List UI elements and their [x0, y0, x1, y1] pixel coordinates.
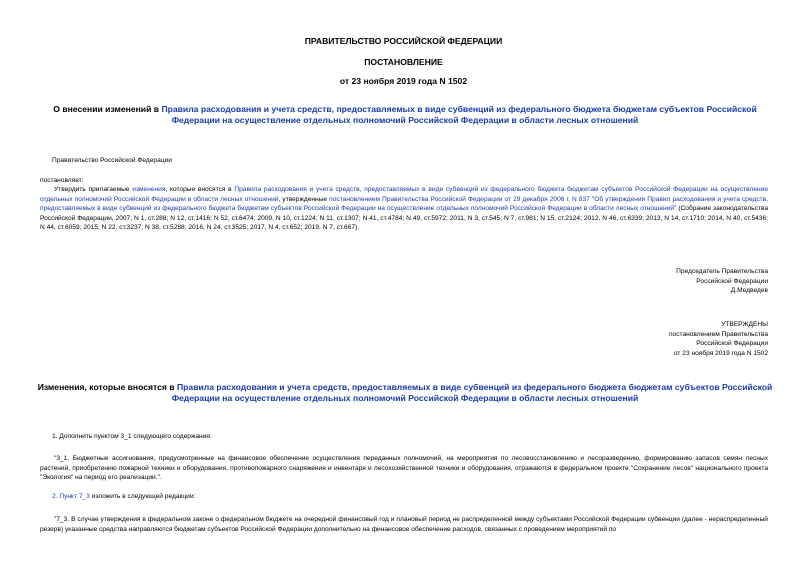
change-item-1-text: "3_1. Бюджетные ассигнования, предусмотренные на финансовое обеспечение осуществления переданных полномочий, на мероприятия по лесовосстановлению и лесоразведению, формированию запасов семян лесных растений, приобретению пожарной техники и оборудования, противопожарного снаряжения и инвентаря и лесохозяйственной техники и оборудования, отражаются в федеральном проекте "Сохранение лесов" национального проекта "Экология" на период его реализации.". — [40, 455, 768, 482]
p1-text-b: , которые вносятся в — [165, 186, 235, 193]
change-item-2 — [52, 492, 195, 502]
government-line: Правительство Российской Федерации — [52, 157, 172, 164]
p1-text-a: Утвердить прилагаемые — [54, 186, 133, 193]
title-prefix: О внесении изменений в — [53, 104, 162, 114]
point-7-3-link[interactable]: 2. Пункт 7_3 — [52, 493, 90, 500]
p1-text-d: (Собрание законодательства Российской Федерации, 2007, N 1, ст.288; N 12, ст.1416; N 52, ст.6474; 2009, N 10, ст.1224; N 11, ст.1307; N 41, ст.4784; N 49, ст.5972; 2011, N 3, ст.545; N 7, ст.981; N 15, ст.2124; 2012, N 46, ст.6339; 2013, N 14, ст.1710; 2014, N 40, ст.5436; N 44, ст.6059; 2015, N 22, ст.3237; N 38, ст.5288; 2016, N 24, ст.3525; 2017, N 4, ст.652; 2019, N 7, ст.667). — [40, 205, 768, 232]
document-date-number: от 23 ноября 2019 года N 1502 — [339, 76, 468, 86]
p1-text-c: , утвержденные — [278, 195, 330, 203]
approved-date: от 23 ноября 2019 года N 1502 — [673, 349, 768, 357]
approved-country: Российской Федерации — [696, 340, 768, 348]
approved-by: постановлением Правительства — [668, 330, 768, 338]
signature-position: Председатель Правительства — [676, 268, 768, 275]
rules-link[interactable]: Правила расходования и учета средств, предоставляемых в виде субвенций из федерального бюджета бюджетам субъектов Российской Федерации на осуществление отдельных полномочий Российской Федерации в области лесных отношений — [40, 186, 768, 203]
document-title — [30, 104, 780, 126]
change-item-2-rest: изложить в следующей редакции: — [89, 493, 196, 500]
change-item-2-text: "7_3. В случае утверждения в федеральном законе о федеральном бюджете на очередной финансовый год и плановый период не распределенной между субъектами Российской Федерации субвенции (далее - нераспределенный резерв) указанные средства направляются бюджетам субъектов Российской Федерации дополнительно на финансовое обеспечение расходов, связанных с проведением мероприятий по — [40, 516, 768, 533]
changes-rules-link[interactable]: Правила расходования и учета средств, предоставляемых в виде субвенций из федерального бюджета бюджетам субъектов Российской Федерации на осуществление отдельных полномочий Российской Федерации в области лесных отношений — [171, 382, 773, 403]
government-heading: ПРАВИТЕЛЬСТВО РОССИЙСКОЙ ФЕДЕРАЦИИ — [304, 36, 503, 46]
changes-link[interactable]: изменения — [132, 186, 166, 193]
signature-country: Российской Федерации — [696, 277, 768, 285]
approved-label: УТВЕРЖДЕНЫ — [721, 321, 768, 328]
decides-line: постановляет: — [40, 177, 84, 184]
changes-title-prefix: Изменения, которые вносятся в — [37, 382, 177, 392]
change-item-1: 1. Дополнить пунктом 3_1 следующего содержания: — [52, 433, 212, 440]
signature-name: Д.Медведев — [730, 287, 768, 295]
resolution-paragraph — [40, 185, 768, 233]
title-rules-link[interactable]: Правила расходования и учета средств, предоставляемых в виде субвенций из федерального бюджета бюджетам субъектов Российской Федерации на осуществление отдельных полномочий Российской Федерации в области лесных отношений — [161, 104, 757, 125]
document-type: ПОСТАНОВЛЕНИЕ — [364, 57, 443, 67]
decree-837-link[interactable]: постановлением Правительства Российской Федерации от 29 декабря 2006 г. N 837 "Об утверждении Правил расходования и учета средств, предоставляемых в виде субвенций из федерального бюджета бюджетам субъектов Российской Федерации на осуществление отдельных полномочий Российской Федерации в области лесных отношений" — [40, 195, 768, 213]
approval-block — [669, 320, 768, 358]
changes-title — [30, 382, 780, 404]
signature-block — [676, 267, 768, 296]
